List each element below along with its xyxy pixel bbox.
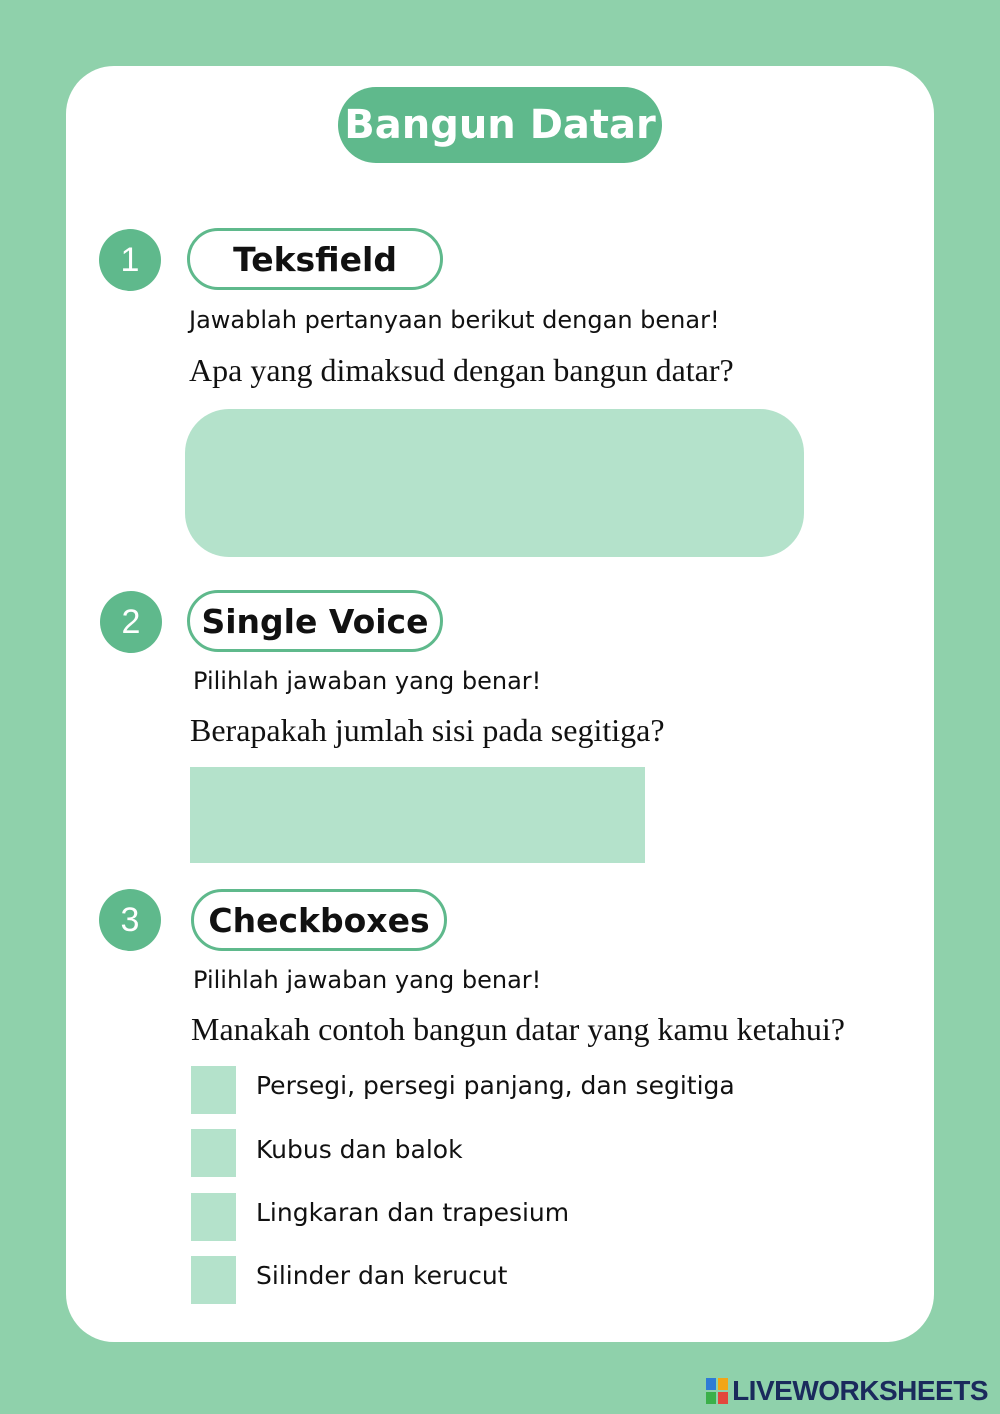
liveworksheets-logo[interactable] bbox=[706, 1376, 988, 1406]
section-2-label: Single Voice bbox=[187, 590, 443, 652]
option-2-label: Kubus dan balok bbox=[256, 1135, 463, 1164]
section-1-answer-field[interactable] bbox=[185, 409, 804, 557]
section-2-instruction: Pilihlah jawaban yang benar! bbox=[193, 667, 542, 695]
section-3-number: 3 bbox=[99, 889, 161, 951]
section-1-question: Apa yang dimaksud dengan bangun datar? bbox=[189, 352, 734, 388]
section-2-question: Berapakah jumlah sisi pada segitiga? bbox=[190, 712, 665, 748]
option-3-label: Lingkaran dan trapesium bbox=[256, 1198, 570, 1227]
checkbox-option-4[interactable] bbox=[191, 1256, 236, 1304]
section-1-label: Teksfield bbox=[187, 228, 443, 290]
checkbox-option-1[interactable] bbox=[191, 1066, 236, 1114]
section-3-question: Manakah contoh bangun datar yang kamu ketahui? bbox=[191, 1011, 845, 1047]
brand-name: LIVEWORKSHEETS bbox=[732, 1375, 988, 1406]
section-2-answer-select[interactable] bbox=[190, 767, 645, 863]
checkbox-option-2[interactable] bbox=[191, 1129, 236, 1177]
section-3-label: Checkboxes bbox=[191, 889, 447, 951]
option-1-label: Persegi, persegi panjang, dan segitiga bbox=[256, 1071, 735, 1100]
section-1-instruction: Jawablah pertanyaan berikut dengan benar! bbox=[189, 306, 720, 334]
section-3-instruction: Pilihlah jawaban yang benar! bbox=[193, 966, 542, 994]
liveworksheets-logo-icon bbox=[706, 1378, 728, 1404]
page-title: Bangun Datar bbox=[338, 87, 662, 163]
checkbox-option-3[interactable] bbox=[191, 1193, 236, 1241]
section-1-number: 1 bbox=[99, 229, 161, 291]
option-4-label: Silinder dan kerucut bbox=[256, 1261, 508, 1290]
section-2-number: 2 bbox=[100, 591, 162, 653]
